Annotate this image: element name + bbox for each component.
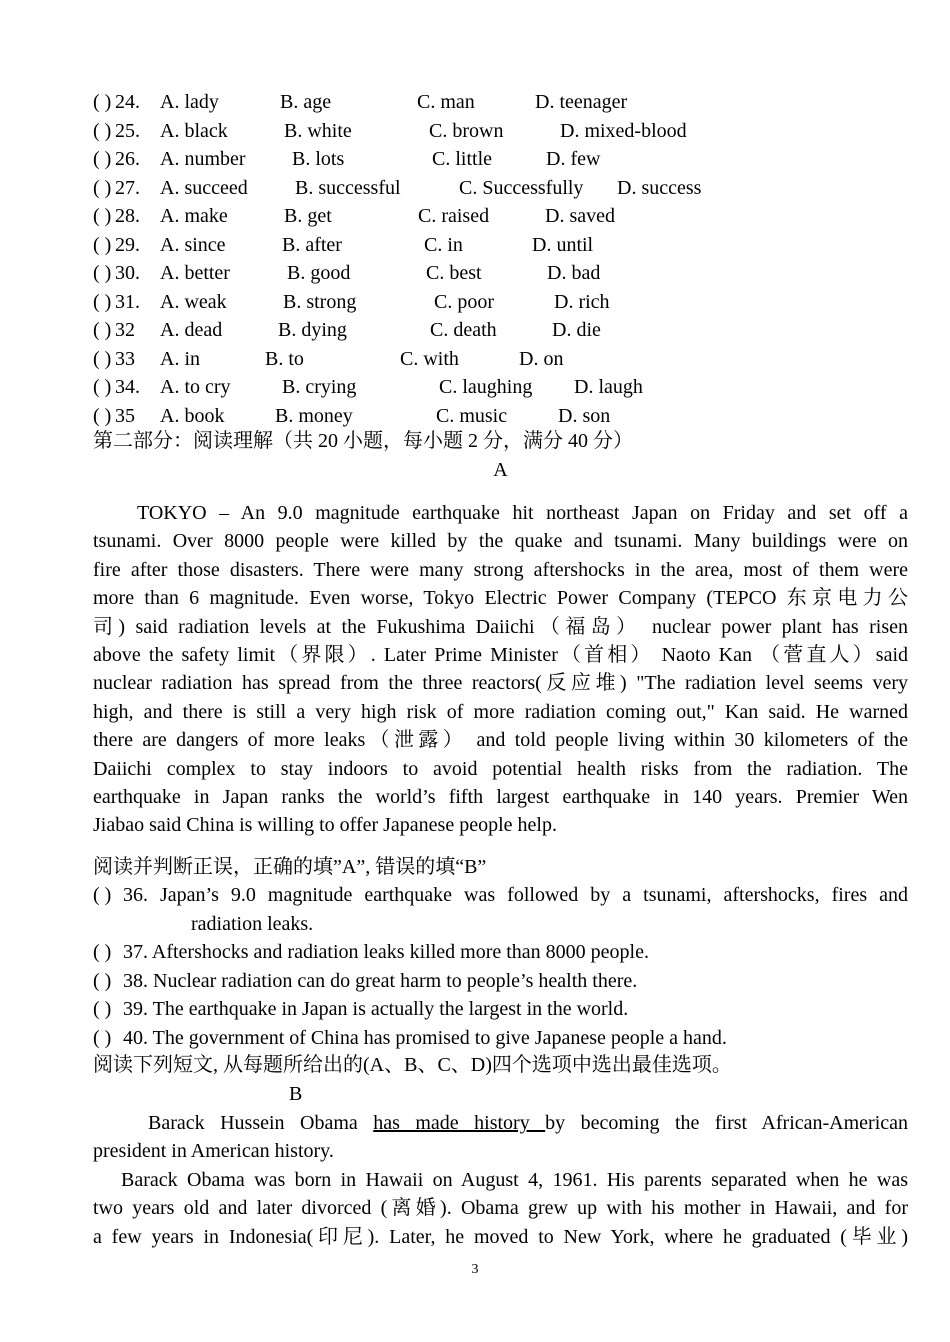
passage-a-line: Jiabao said China is willing to offer Japanese people help. [93,814,557,837]
passage-b-line: a few years in Indonesia(印尼). Later, he moved to New York, where he graduated (毕业) [93,1225,908,1248]
option-a: A. since [160,233,226,256]
option-c: C. music [436,404,508,427]
page-number: 3 [471,1262,479,1277]
option-a: A. better [160,262,230,284]
option-d: D. on [519,347,564,370]
option-b: B. age [280,91,332,113]
question-number: 29. [115,233,140,256]
question-number: 34. [115,376,140,398]
answer-blank: ( ) [93,262,112,284]
passage-a-line: tsunami. Over 8000 people were killed by the quake and tsunami. Many buildings were on [93,530,908,553]
option-b: B. to [265,347,304,370]
option-a: A. book [160,404,225,427]
option-b: B. after [282,233,342,256]
option-c: C. with [400,347,459,370]
passage-b-text [93,1109,908,1251]
tf-question [93,1024,908,1053]
tf-question [93,938,908,967]
passage-b-label: B [289,1083,303,1105]
passage-a-line: Daiichi complex to stay indoors to avoid potential health risks from the radiation. The [93,757,908,780]
underlined-phrase: has made history [373,1112,546,1134]
passage-a-line: high, and there is still a very high risk of more radiation coming out," Kan said. He warned [93,700,908,723]
answer-blank: ( ) [93,233,112,256]
cloze-option-row [93,259,908,288]
option-a: A. number [160,148,246,170]
option-c: C. man [417,91,475,113]
cloze-option-row [93,373,908,402]
question-number: 25. [115,119,140,142]
cloze-option-row [93,145,908,174]
passage-a-text [93,499,908,840]
question-number: 24. [115,91,140,113]
passage-a-line: above the safety limit（界限）. Later Prime Minister（首相） Naoto Kan （菅直人）said [93,643,908,666]
cloze-option-row [93,402,908,431]
passage-b-line1-start: Barack Hussein Obama [148,1112,358,1134]
option-b: B. money [275,404,353,427]
option-b: B. get [284,205,332,227]
option-d: D. rich [554,290,610,313]
option-a: A. dead [160,319,223,341]
option-b: B. dying [278,319,347,341]
question-text: 40. The government of China has promised to give Japanese people a hand. [123,1026,727,1049]
question-text: 36. Japan’s 9.0 magnitude earthquake was followed by a tsunami, aftershocks, fires and [123,884,908,906]
option-a: A. weak [160,290,227,313]
cloze-option-row [93,88,908,117]
cloze-option-row [93,174,908,203]
passage-a-line: TOKYO – An 9.0 magnitude earthquake hit northeast Japan on Friday and set off a [137,502,908,524]
answer-blank: ( ) [93,969,112,992]
option-b: B. white [284,119,352,142]
option-b: B. good [287,262,351,284]
passage-a-line: there are dangers of more leaks（泄露） and told people living within 30 kilometers of the [93,729,908,752]
cloze-option-row [93,117,908,146]
option-d: D. bad [547,262,601,284]
passage-a-label: A [493,459,508,481]
passage-b-line [93,1109,908,1137]
answer-blank: ( ) [93,941,112,963]
passage-b-line1-end: by becoming the first African-American [545,1112,909,1134]
passage-a-line: 司) said radiation levels at the Fukushima Daiichi（福岛） nuclear power plant has risen [93,615,908,638]
cloze-option-row [93,345,908,374]
option-c: C. poor [434,290,494,313]
passage-a-line: earthquake in Japan ranks the world’s fifth largest earthquake in 140 years. Premier Wen [93,785,908,808]
answer-blank: ( ) [93,319,112,341]
option-d: D. son [558,404,611,427]
passage-a-line: more than 6 magnitude. Even worse, Tokyo Electric Power Company (TEPCO 东京电力公 [93,587,908,610]
option-c: C. raised [418,205,490,227]
passage-b-line: president in American history. [93,1140,334,1163]
passage-b-line: two years old and later divorced (离婚). Obama grew up with his mother in Hawaii, and for [93,1197,908,1220]
option-c: C. laughing [439,376,533,398]
question-number: 33 [115,347,135,370]
passage-a-line: fire after those disasters. There were many strong aftershocks in the area, most of them were [93,558,908,581]
option-b: B. successful [295,176,401,199]
cloze-option-row [93,288,908,317]
option-b: B. crying [282,376,357,398]
option-c: C. little [432,148,492,170]
option-d: D. mixed-blood [560,119,687,142]
option-c: C. brown [429,119,504,142]
mc-instruction: 阅读下列短文, 从每题所给出的(A、B、C、D)四个选项中选出最佳选项。 [93,1054,732,1076]
section2-heading: 第二部分：阅读理解（共 20 小题，每小题 2 分，满分 40 分） [93,430,633,452]
option-d: D. saved [545,205,615,227]
option-d: D. die [552,319,601,341]
answer-blank: ( ) [93,290,112,313]
tf-question [93,995,908,1024]
passage-b-line: Barack Obama was born in Hawaii on August 4, 1961. His parents separated when he was [121,1168,908,1191]
question-number: 27. [115,176,140,199]
option-c: C. best [426,262,482,284]
tf-question [93,967,908,996]
judge-instruction: 阅读并判断正误，正确的填”A”, 错误的填“B” [93,856,487,878]
option-a: A. black [160,119,228,142]
tf-question [93,881,908,910]
question-number: 28. [115,205,140,227]
answer-blank: ( ) [93,404,112,427]
option-d: D. laugh [574,376,643,398]
option-c: C. death [430,319,497,341]
question-number: 26. [115,148,140,170]
question-text: 39. The earthquake in Japan is actually the largest in the world. [123,998,629,1020]
cloze-option-row [93,202,908,231]
option-d: D. few [546,148,601,170]
option-d: D. until [532,233,594,256]
option-d: D. teenager [535,91,628,113]
option-a: A. succeed [160,176,248,199]
answer-blank: ( ) [93,119,112,142]
option-a: A. in [160,347,200,370]
question-number: 32 [115,319,135,341]
option-a: A. to cry [160,376,231,398]
answer-blank: ( ) [93,176,112,199]
cloze-option-row [93,231,908,260]
answer-blank: ( ) [93,1026,112,1049]
answer-blank: ( ) [93,205,112,227]
passage-a-line: nuclear radiation has spread from the three reactors(反应堆) "The radiation level seems very [93,672,908,695]
answer-blank: ( ) [93,998,112,1020]
option-c: C. Successfully [459,176,584,199]
question-number: 30. [115,262,140,284]
option-a: A. make [160,205,228,227]
answer-blank: ( ) [93,148,112,170]
question-text: 38. Nuclear radiation can do great harm to people’s health there. [123,969,638,992]
answer-blank: ( ) [93,376,112,398]
question-text-continued: radiation leaks. [191,912,314,935]
option-d: D. success [617,176,702,199]
question-number: 31. [115,290,140,313]
cloze-option-row [93,316,908,345]
answer-blank: ( ) [93,884,112,906]
question-text: 37. Aftershocks and radiation leaks killed more than 8000 people. [123,941,649,963]
option-b: B. strong [283,290,357,313]
answer-blank: ( ) [93,347,112,370]
option-b: B. lots [292,148,345,170]
answer-blank: ( ) [93,91,112,113]
question-number: 35 [115,404,135,427]
option-c: C. in [424,233,463,256]
option-a: A. lady [160,91,219,113]
